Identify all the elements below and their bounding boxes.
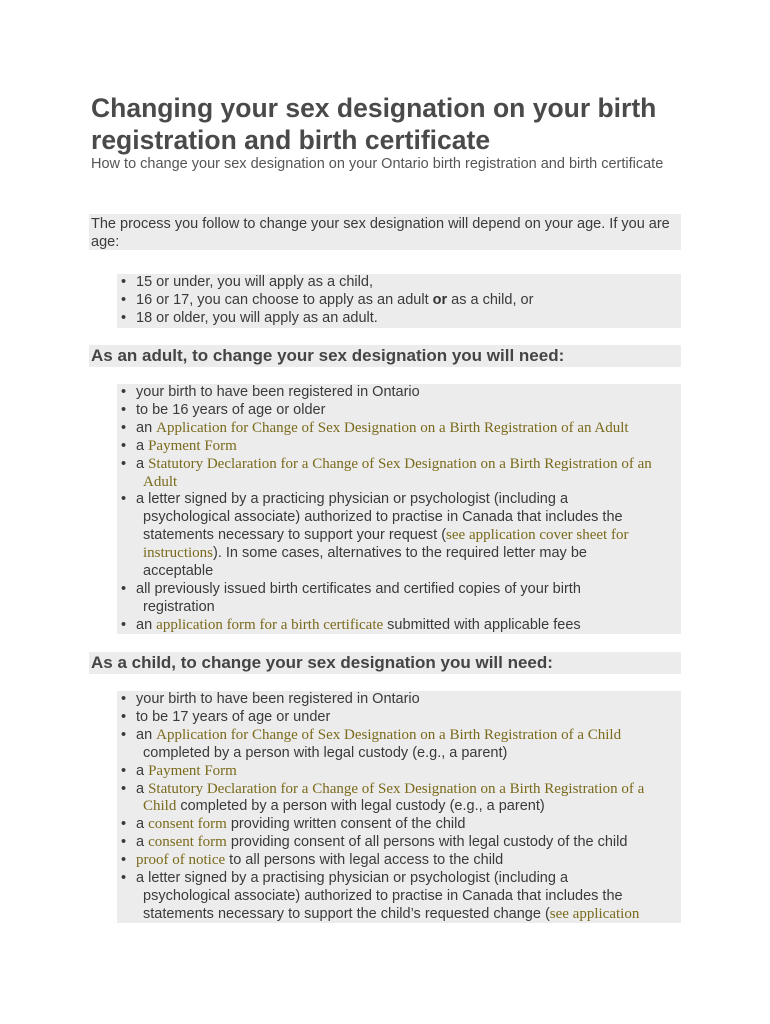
proof-of-notice-link[interactable]: proof of notice bbox=[136, 852, 226, 869]
list-item: • 18 or older, you will apply as an adult. bbox=[121, 309, 378, 326]
list-item: • 15 or under, you will apply as a child, bbox=[121, 274, 373, 290]
list-item: • all previously issued birth certificates and certified copies of your birth registration bbox=[121, 580, 581, 615]
page-subtitle: How to change your sex designation on your Ontario birth registration and birth certificate bbox=[91, 156, 664, 172]
cover-sheet-link[interactable]: see application cover sheet for bbox=[446, 527, 629, 544]
child-cover-sheet-link[interactable]: see application bbox=[549, 905, 640, 922]
custody-consent-form-link[interactable]: consent form bbox=[148, 834, 227, 851]
list-item: • your birth to have been registered in Ontario bbox=[121, 691, 420, 707]
list-item: • an Application for Change of Sex Designation on a Birth Registration of an Adult bbox=[121, 419, 629, 436]
age-list bbox=[117, 274, 681, 328]
child-payment-form-link[interactable]: Payment Form bbox=[148, 762, 237, 779]
list-item: • 16 or 17, you can choose to apply as an adult or as a child, or bbox=[121, 291, 534, 308]
list-item: • a Payment Form bbox=[121, 762, 237, 779]
child-statutory-declaration-link-cont[interactable]: Child bbox=[143, 798, 177, 815]
list-item: • a consent form providing consent of all persons with legal custody of the child bbox=[121, 834, 628, 851]
list-item: • a consent form providing written consent of the child bbox=[121, 816, 466, 833]
adult-statutory-declaration-link[interactable]: Statutory Declaration for a Change of Sex Designation on a Birth Registration of an bbox=[148, 455, 652, 472]
child-statutory-declaration-link[interactable]: Statutory Declaration for a Change of Sex Designation on a Birth Registration of a bbox=[148, 780, 645, 797]
list-item: • a letter signed by a practicing physician or psychologist (including a psychological associate) authorized to practise in Canada that includes the statements necessary to support your request (see application cover sheet for instructions). In some cases, alternatives to the required letter may be acceptable bbox=[121, 491, 629, 580]
child-section-heading: As a child, to change your sex designation you will need: bbox=[89, 652, 681, 674]
adult-requirements-list bbox=[117, 384, 681, 635]
list-item: • a letter signed by a practising physician or psychologist (including a psychological associate) authorized to practise in Canada that includes the statements necessary to support the child’s requested change (see application bbox=[121, 870, 640, 922]
list-item: • an application form for a birth certificate submitted with applicable fees bbox=[121, 616, 581, 633]
child-consent-form-link[interactable]: consent form bbox=[148, 816, 227, 833]
list-item: • a Statutory Declaration for a Change of Sex Designation on a Birth Registration of an Adult bbox=[121, 455, 652, 490]
list-item: • a Statutory Declaration for a Change of Sex Designation on a Birth Registration of a Child completed by a person with legal custody (e.g., a parent) bbox=[121, 780, 645, 815]
adult-section-heading: As an adult, to change your sex designation you will need: bbox=[89, 345, 681, 367]
intro-paragraph: The process you follow to change your sex designation will depend on your age. If you are age: bbox=[89, 214, 681, 250]
emphasis-or: or bbox=[432, 291, 448, 308]
birth-certificate-application-link[interactable]: application form for a birth certificate bbox=[156, 616, 384, 633]
list-item: • a Payment Form bbox=[121, 437, 237, 454]
adult-statutory-declaration-link-cont[interactable]: Adult bbox=[143, 473, 178, 490]
list-item: • proof of notice to all persons with legal access to the child bbox=[121, 852, 504, 869]
list-item: • an Application for Change of Sex Designation on a Birth Registration of a Child completed by a person with legal custody (e.g., a parent) bbox=[121, 726, 622, 761]
list-item: • to be 17 years of age or under bbox=[121, 708, 331, 725]
child-application-link[interactable]: Application for Change of Sex Designation on a Birth Registration of a Child bbox=[156, 726, 622, 743]
cover-sheet-link-cont[interactable]: instructions bbox=[143, 545, 213, 562]
payment-form-link[interactable]: Payment Form bbox=[148, 437, 237, 454]
child-requirements-list bbox=[117, 691, 681, 924]
adult-application-link[interactable]: Application for Change of Sex Designation on a Birth Registration of an Adult bbox=[156, 419, 629, 436]
list-item: • your birth to have been registered in Ontario bbox=[121, 384, 420, 400]
list-item: • to be 16 years of age or older bbox=[121, 401, 326, 418]
page-title: Changing your sex designation on your birth registration and birth certificate bbox=[91, 93, 657, 155]
